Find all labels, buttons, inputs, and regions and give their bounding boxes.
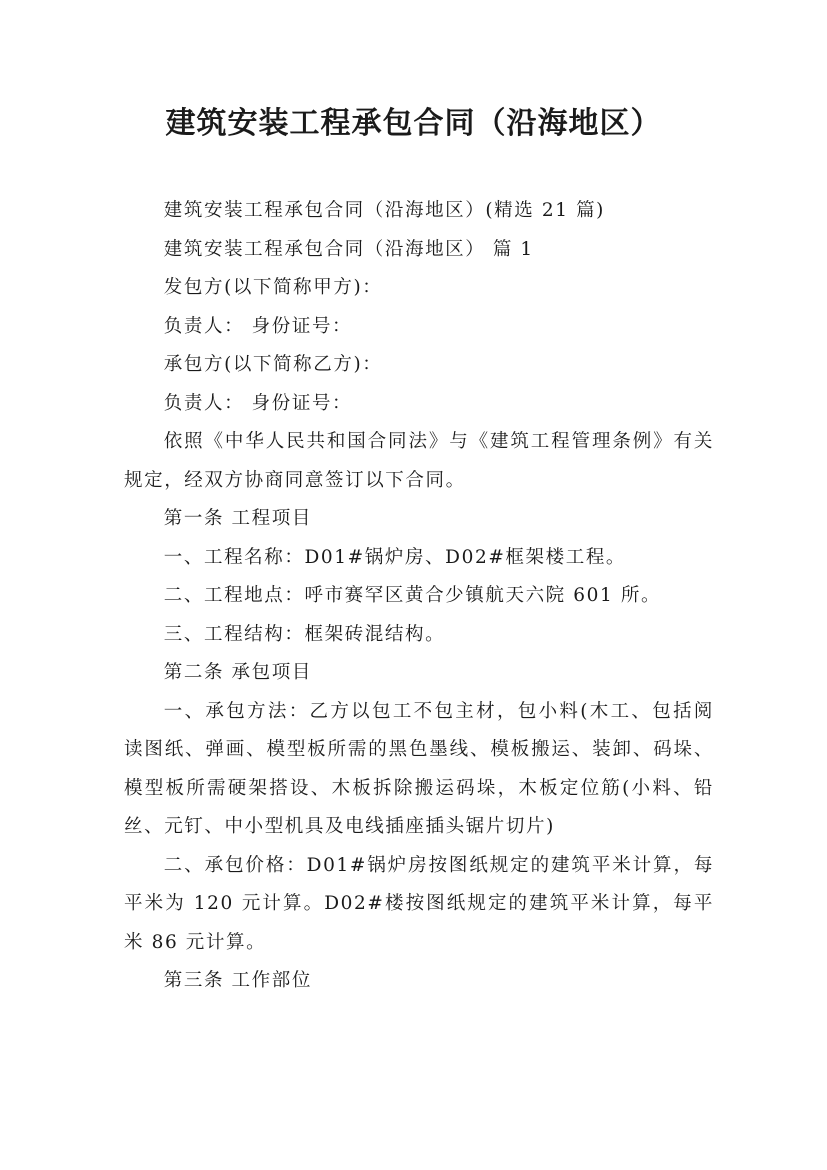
paragraph-contract-price: 二、承包价格：D01#锅炉房按图纸规定的建筑平米计算，每平米为 120 元计算。D02#楼按图纸规定的建筑平米计算，每平米 86 元计算。 [124, 854, 714, 953]
paragraph-subtitle: 建筑安装工程承包合同（沿海地区）(精选 21 篇) [163, 200, 606, 221]
paragraph-section-heading: 建筑安装工程承包合同（沿海地区） 篇 1 [163, 238, 534, 260]
paragraph-project-structure: 三、工程结构：框架砖混结构。 [163, 623, 446, 645]
paragraph-party-a-representative: 负责人： 身份证号： [163, 315, 353, 337]
document-body [124, 192, 714, 1001]
paragraph-contract-method: 一、承包方法：乙方以包工不包主材，包小料(木工、包括阅读图纸、弹画、模型板所需的黑色墨线、模板搬运、装卸、码垛、模型板所需硬架搭设、木板拆除搬运码垛，木板定位筋(小料、铅丝、元钉、中小型机具及电线插座插头锯片切片) [124, 700, 714, 837]
paragraph-party-a: 发包方(以下简称甲方)： [163, 277, 383, 298]
paragraph-article-3-heading: 第三条 工作部位 [163, 970, 312, 991]
document-title: 建筑安装工程承包合同（沿海地区） [165, 106, 662, 141]
paragraph-project-location: 二、工程地点：呼市赛罕区黄合少镇航天六院 601 所。 [163, 585, 662, 606]
paragraph-party-b: 承包方(以下简称乙方)： [163, 354, 383, 375]
paragraph-article-1-heading: 第一条 工程项目 [163, 508, 312, 529]
paragraph-article-2-heading: 第二条 承包项目 [163, 662, 312, 683]
paragraph-project-name: 一、工程名称：D01#锅炉房、D02#框架楼工程。 [163, 546, 627, 568]
paragraph-preamble: 依照《中华人民共和国合同法》与《建筑工程管理条例》有关规定，经双方协商同意签订以下合同。 [124, 431, 714, 491]
paragraph-party-b-representative: 负责人： 身份证号： [163, 392, 353, 414]
